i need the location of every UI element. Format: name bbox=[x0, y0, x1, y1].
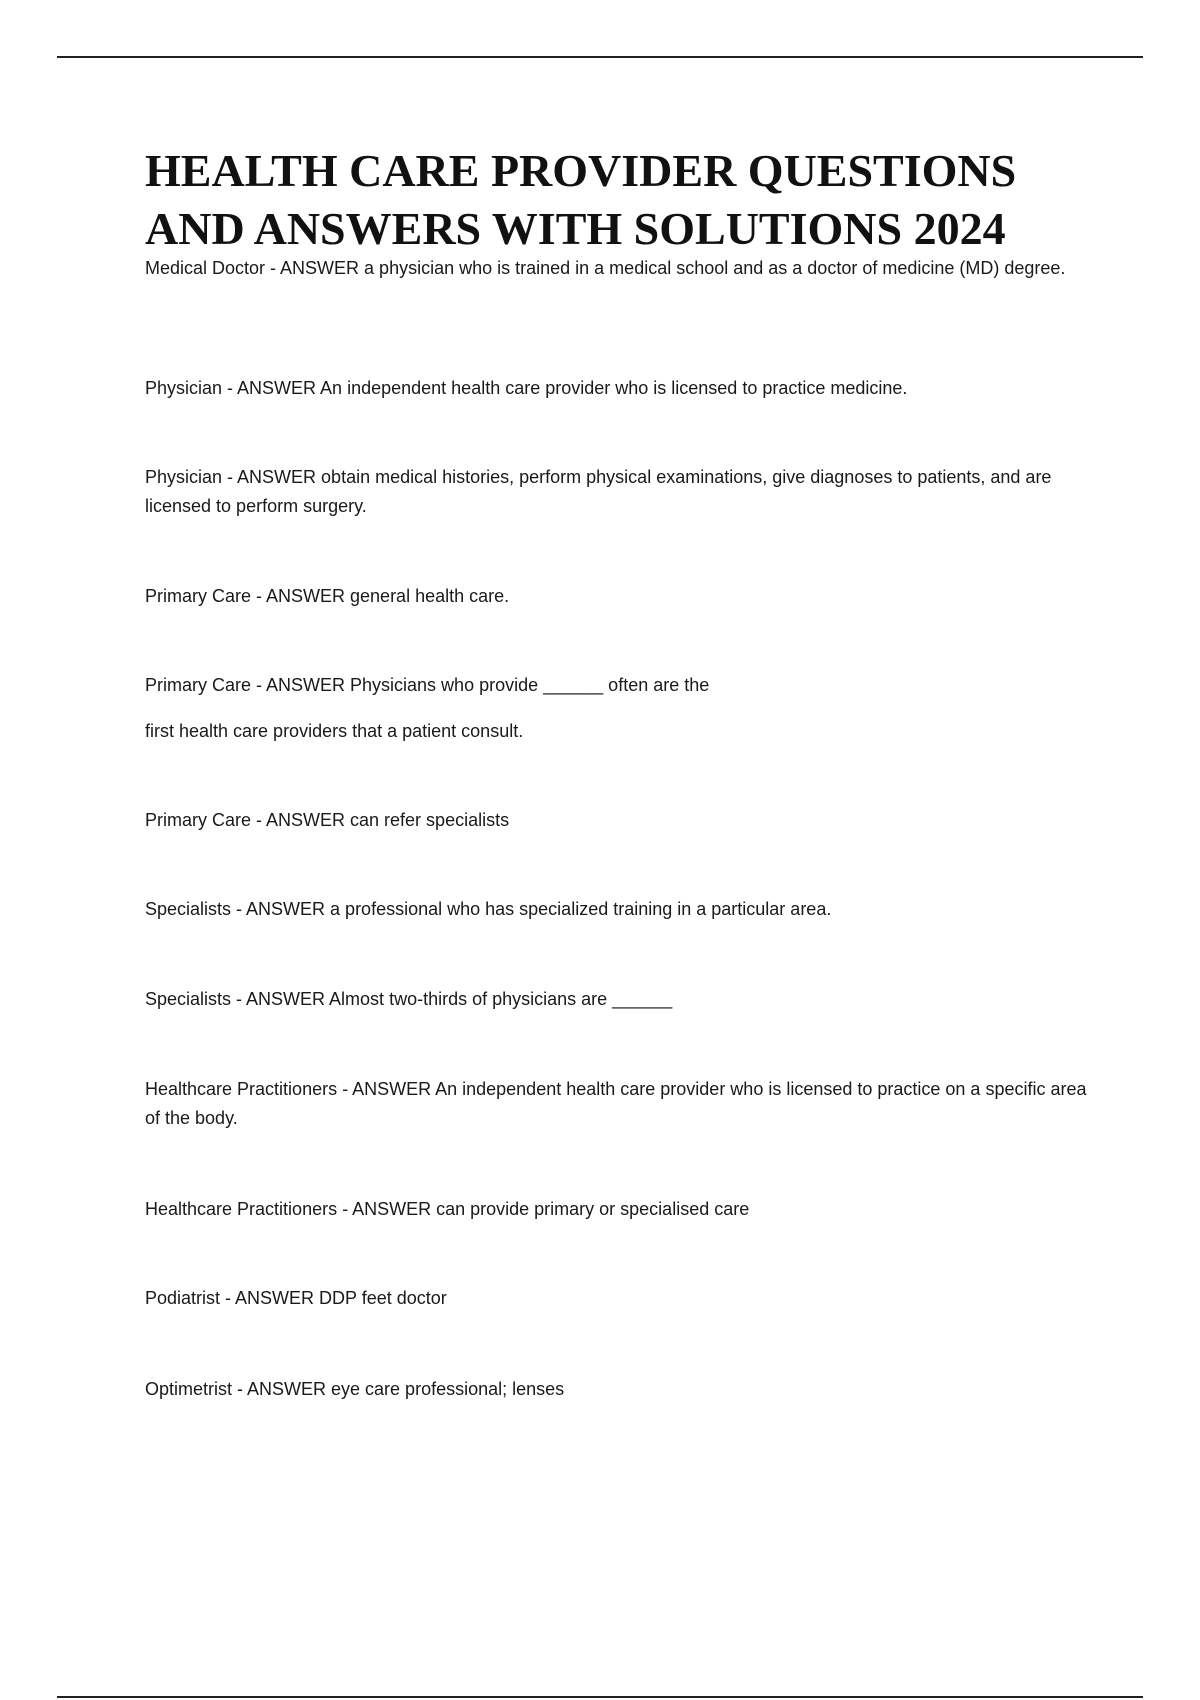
qa-entry: Healthcare Practitioners - ANSWER can provide primary or specialised care bbox=[145, 1199, 750, 1219]
top-rule bbox=[57, 56, 1143, 58]
qa-entry: Healthcare Practitioners - ANSWER An independent health care provider who is licensed to practice on a specific area of the body. bbox=[145, 1079, 1087, 1128]
qa-entry: Optimetrist - ANSWER eye care professional; lenses bbox=[145, 1379, 565, 1399]
qa-entry: Podiatrist - ANSWER DDP feet doctor bbox=[145, 1288, 447, 1308]
qa-entry bbox=[145, 671, 1090, 746]
qa-entry: Medical Doctor - ANSWER a physician who is trained in a medical school and as a doctor of medicine (MD) degree. bbox=[145, 258, 1066, 278]
qa-entry: Primary Care - ANSWER general health care. bbox=[145, 586, 510, 606]
qa-entry: Physician - ANSWER An independent health care provider who is licensed to practice medicine. bbox=[145, 378, 908, 398]
title-line-2: AND ANSWERS WITH SOLUTIONS 2024 bbox=[145, 203, 1006, 254]
title-line-1: HEALTH CARE PROVIDER QUESTIONS bbox=[145, 145, 1017, 196]
qa-entry: Specialists - ANSWER a professional who has specialized training in a particular area. bbox=[145, 899, 832, 919]
qa-entry: Specialists - ANSWER Almost two-thirds of physicians are ______ bbox=[145, 989, 673, 1009]
page-title bbox=[145, 142, 1105, 258]
qa-entry: Primary Care - ANSWER can refer specialists bbox=[145, 810, 510, 830]
qa-entry-line: Primary Care - ANSWER Physicians who provide ______ often are the bbox=[145, 675, 710, 695]
qa-entry: Physician - ANSWER obtain medical histories, perform physical examinations, give diagnoses to patients, and are licensed to perform surgery. bbox=[145, 467, 1052, 516]
qa-entry-continuation: first health care providers that a patient consult. bbox=[145, 721, 524, 741]
bottom-rule bbox=[57, 1696, 1143, 1698]
